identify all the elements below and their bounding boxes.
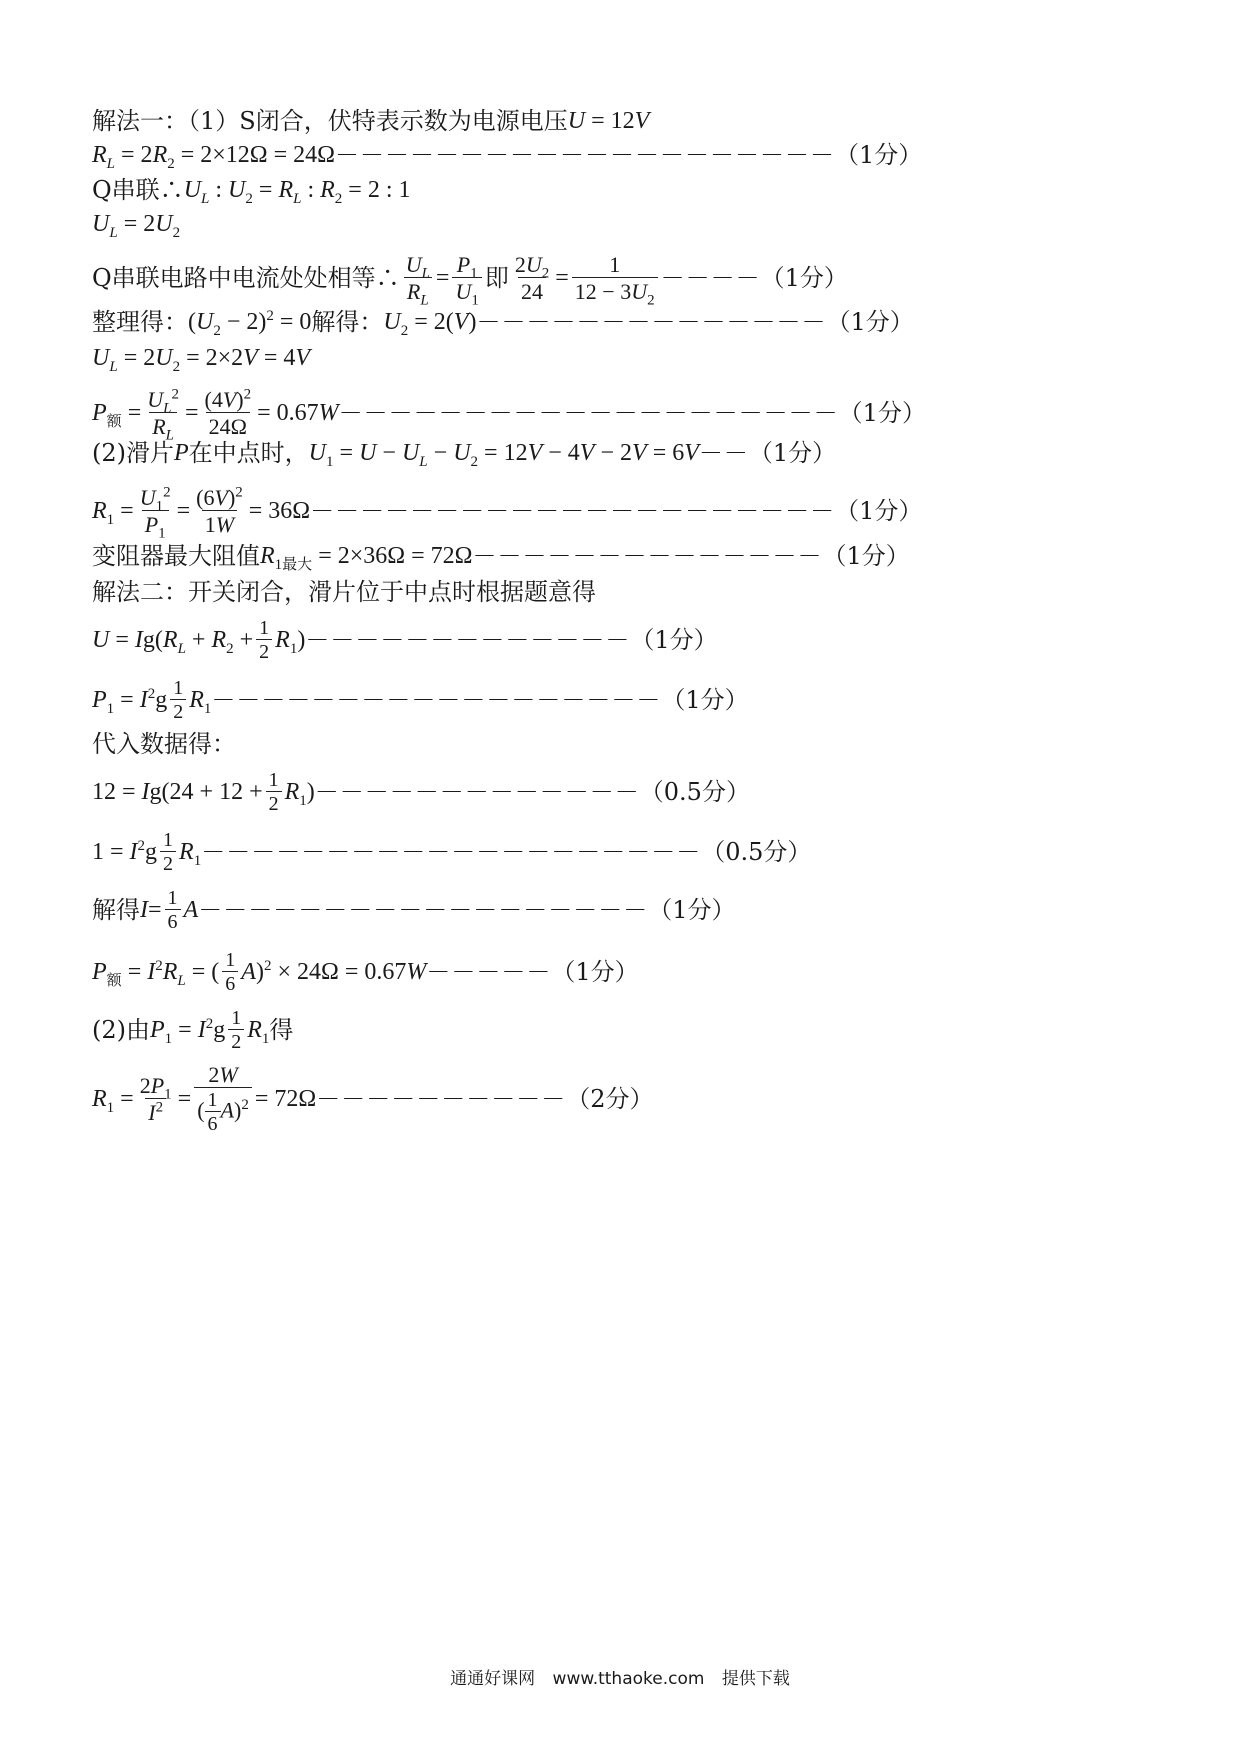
solution-1-heading: 解法一：（1）S闭合，伏特表示数为电源电压 U = 12V [92,107,650,135]
max-resistance: 变阻器最大阻值 $R_{1最大} = 2\times 36\Omega = 72\Omega$ －－－－－－－－－－－－－－ （1分） [92,542,910,573]
solution-2-heading: 解法二：开关闭合，滑片位于中点时根据题意得 [92,578,596,606]
score-label: （1分） [630,626,718,654]
page-footer [0,1664,1240,1689]
ul-relation: $U_L = 2U_2$ [92,211,181,241]
score-label: （1分） [835,141,923,169]
power-equation: $P_1 = I^2g$ $\frac{1}{2}$ $R_1$ －－－－－－－－－－－－－－－－－－ （1分） [92,676,749,723]
solve-current: 解得 I = $\frac{1}{6}$ A －－－－－－－－－－－－－－－－－－ （1分） [92,886,736,933]
score-label: （1分） [760,264,848,292]
solve-u2: 整理得： $(U_2 - 2)^2 = 0$ 解得： $U_2 = 2(V)$ －－－－－－－－－－－－－－ （1分） [92,308,914,339]
r1-final-calc: $R_1$ = $\frac{2P_1}{I^2}$ = 2W ( $\frac{1}{6}$ A)$^2$ = 72Ω －－－－－－－－－－ （2分） [92,1062,654,1135]
substituted-power: $1 = I^2g$ $\frac{1}{2}$ $R_1$ －－－－－－－－－－－－－－－－－－－－ （0.5分） [92,828,812,875]
score-label: （1分） [648,896,736,924]
r1-calc: $R_1$ = $\frac{U_1^2}{P_1}$ = $\frac{(6V)^2}{1W}$ = 36Ω －－－－－－－－－－－－－－－－－－－－－ （1分） [92,485,923,541]
substituted-voltage: 12 = Ig(24 + 12 + $\frac{1}{2}$ $R_1$) －－－－－－－－－－－－－ （0.5分） [92,768,750,815]
ul-value: $U_L = 2U_2 = 2\times 2V = 4V$ [92,345,311,375]
score-label: （1分） [838,399,926,427]
footer-site-name: 通通好课网 [450,1669,536,1689]
footer-url[interactable]: www.tthaoke.com [552,1669,705,1689]
u1-calc: (2)滑片 P 在中点时， $U_1 = U - U_L - U_2 = 12V - 4V - 2V = 6V$ －－ （1分） [92,439,837,470]
score-label: （1分） [551,958,639,986]
score-label: （1分） [826,308,914,336]
voltage-equation: $U = Ig(R_L + R_2$ + $\frac{1}{2}$ $R_1$) －－－－－－－－－－－－－ （1分） [92,616,718,663]
series-ratio: Q串联∴ $U_L$ : $U_2 = R_L$ : $R_2 = 2$ : 1 [92,176,411,207]
rated-power-calc: $P_额$ = $\frac{U_L^2}{R_L}$ = $\frac{(4V)^2}{24\Omega}$ = 0.67W －－－－－－－－－－－－－－－－－－－－ （1分） [92,387,926,443]
score-label: （2分） [566,1085,654,1113]
score-label: （1分） [748,439,837,467]
score-label: （1分） [661,686,749,714]
p1-relation: (2)由 $P_1 = I^2g$ $\frac{1}{2}$ $R_1$ 得 [92,1006,294,1053]
substitute-heading: 代入数据得： [92,730,236,758]
current-equality: Q串联电路中电流处处相等∴ $\frac{U_L}{R_L}$ = $\frac{P_1}{U_1}$ 即 $\frac{2U_2}{24}$ = $\frac{1}{12 - 3U_2}$ －－－－ （1分） [92,252,848,308]
footer-suffix: 提供下载 [721,1669,790,1689]
rl-calculation: $R_L = 2R_2 = 2\times 12\Omega = 24\Omega$ －－－－－－－－－－－－－－－－－－－－ （1分） [92,141,923,172]
rated-power-method-2: $P_额 = I^2R_L$ = ( $\frac{1}{6}$ A)$^2$ × 24Ω = 0.67W －－－－－ （1分） [92,948,639,995]
score-label: （1分） [822,542,910,570]
score-label: （1分） [835,497,923,525]
score-label: （0.5分） [639,778,750,806]
score-label: （0.5分） [701,838,812,866]
